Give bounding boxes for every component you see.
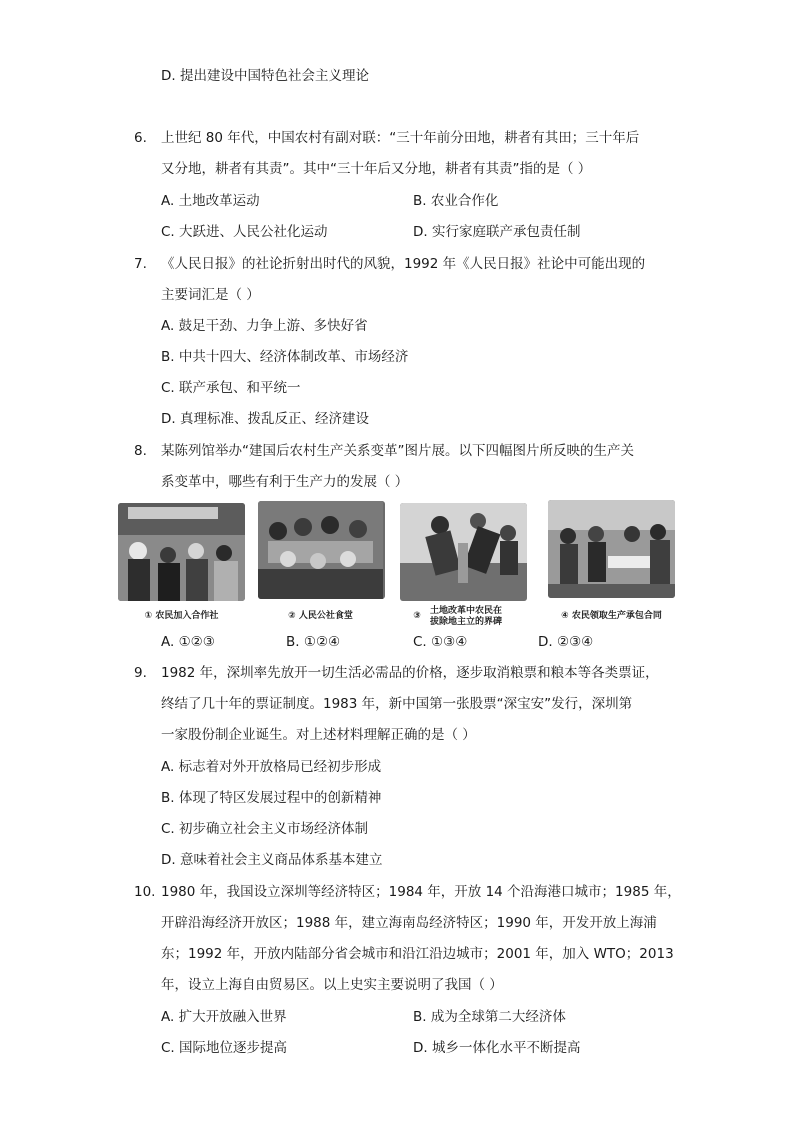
q10-stem-line-4: 年，设立上海自由贸易区。以上史实主要说明了我国（ ） [161,977,503,993]
q6-option-b: B. 农业合作化 [413,193,499,209]
q7-number: 7. [134,256,147,272]
q10-stem-line-3: 东；1992 年，开放内陆部分省会城市和沿江沿边城市；2001 年，加入 WTO；2013 [161,946,674,962]
q6-stem-line-1: 上世纪 80 年代，中国农村有副对联：“三十年前分田地，耕者有其田；三十年后 [161,130,640,146]
photo-farmers-join-cooperative [118,503,245,601]
q9-stem-line-2: 终结了几十年的票证制度。1983 年，新中国第一张股票“深宝安”发行，深圳第 [161,696,633,712]
caption-2: ② 人民公社食堂 [288,611,353,621]
q8-option-d: D. ②③④ [538,634,594,650]
q8-stem-line-1: 某陈列馆举办“建国后农村生产关系变革”图片展。以下四幅图片所反映的生产关 [161,443,634,459]
q6-number: 6. [134,130,147,146]
q6-option-a: A. 土地改革运动 [161,193,260,209]
q10-number: 10. [134,884,156,900]
q7-option-c: C. 联产承包、和平统一 [161,380,301,396]
q9-option-b: B. 体现了特区发展过程中的创新精神 [161,790,382,806]
q8-number: 8. [134,443,147,459]
q8-option-a: A. ①②③ [161,634,215,650]
caption-3-marker: ③ [413,611,421,621]
q10-stem-line-1: 1980 年，我国设立深圳等经济特区；1984 年，开放 14 个沿海港口城市；1985 年， [161,884,681,900]
q9-stem-line-1: 1982 年，深圳率先放开一切生活必需品的价格，逐步取消粮票和粮本等各类票证， [161,665,659,681]
q7-option-d: D. 真理标准、拨乱反正、经济建设 [161,411,369,427]
q8-option-c: C. ①③④ [413,634,468,650]
photo-farmers-receive-contracts [548,500,675,598]
caption-4: ④ 农民领取生产承包合同 [561,611,662,621]
q9-option-a: A. 标志着对外开放格局已经初步形成 [161,759,382,775]
q7-option-a: A. 鼓足干劲、力争上游、多快好省 [161,318,368,334]
q10-stem-line-2: 开辟沿海经济开放区；1988 年，建立海南岛经济特区；1990 年，开发开放上海浦 [161,915,657,931]
q8-stem-line-2: 系变革中，哪些有利于生产力的发展（ ） [161,474,409,490]
q8-option-b: B. ①②④ [286,634,341,650]
caption-3: 土地改革中农民在拔除地主立的界碑 [429,606,502,627]
q10-option-c: C. 国际地位逐步提高 [161,1040,288,1056]
q9-option-c: C. 初步确立社会主义市场经济体制 [161,821,369,837]
q7-stem-line-2: 主要词汇是（ ） [161,287,260,303]
caption-1: ① 农民加入合作社 [144,611,219,621]
q6-option-d: D. 实行家庭联产承包责任制 [413,224,581,240]
photo-commune-canteen [258,501,385,599]
photo-land-reform-boundary [400,503,527,601]
q9-number: 9. [134,665,147,681]
q9-stem-line-3: 一家股份制企业诞生。对上述材料理解正确的是（ ） [161,727,476,743]
q10-option-b: B. 成为全球第二大经济体 [413,1009,566,1025]
q9-option-d: D. 意味着社会主义商品体系基本建立 [161,852,383,868]
q10-option-a: A. 扩大开放融入世界 [161,1009,287,1025]
q6-stem-line-2: 又分地，耕者有其责”。其中“三十年后又分地，耕者有其责”指的是（ ） [161,161,592,177]
q7-stem-line-1: 《人民日报》的社论折射出时代的风貌，1992 年《人民日报》社论中可能出现的 [161,256,646,272]
q6-option-c: C. 大跃进、人民公社化运动 [161,224,328,240]
q5-option-d: D. 提出建设中国特色社会主义理论 [161,68,369,84]
q7-option-b: B. 中共十四大、经济体制改革、市场经济 [161,349,409,365]
q10-option-d: D. 城乡一体化水平不断提高 [413,1040,581,1056]
